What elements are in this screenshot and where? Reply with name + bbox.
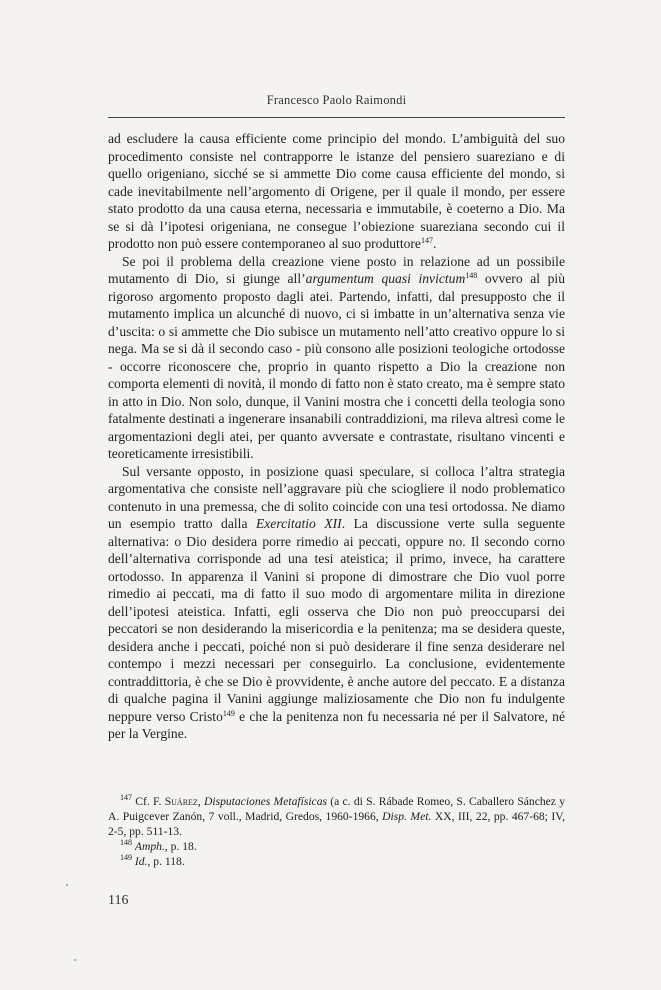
paragraph-2-text-a: Se poi il problema della creazione viene posto in relazione ad un possibile mutamento di Dio, si giunge all’: [108, 253, 565, 286]
paragraph-3: [108, 463, 565, 743]
footnote-number: 148: [120, 838, 132, 847]
footnote-source: Id.: [134, 855, 148, 868]
footnote-text: XX, III, 22, pp. 467-68; IV, 2-5, pp. 511-13.: [108, 810, 566, 838]
scan-speck: [66, 884, 68, 886]
footnote-147: [108, 794, 565, 839]
paragraph-3-text-a: Sul versante opposto, in posizione quasi speculare, si colloca l’altra strategia argomentativa che consiste nell’aggravare più che sciogliere il nodo problematico contenuto in una premessa, che di solito coincide con una tesi ortodossa. Ne diamo un esempio tratto dalla: [108, 463, 565, 531]
scan-speck: [74, 959, 76, 961]
page-number: 116: [108, 893, 129, 908]
footnote-text: ,: [197, 795, 204, 808]
footnote-ref-147: 147: [420, 236, 433, 245]
paragraph-1: [108, 130, 565, 253]
body-text: [108, 130, 565, 743]
paragraph-3-italic: Exercitatio XII: [255, 516, 342, 531]
footnotes: [108, 794, 565, 869]
footnote-number: 147: [120, 793, 132, 802]
paragraph-2-italic: argumentum quasi invictum: [305, 271, 466, 286]
paragraph-3-text-c: e che la penitenza non fu necessaria né per il Salvatore, né per la Vergine.: [108, 708, 565, 741]
footnote-text: , p. 18.: [164, 840, 197, 853]
footnote-author: Suárez: [164, 795, 198, 808]
footnote-source: Amph.: [134, 840, 165, 853]
footnote-149: [108, 854, 565, 869]
paragraph-2: [108, 253, 565, 463]
footnote-ref-148: 148: [465, 271, 478, 280]
footnote-148: [108, 839, 565, 854]
footnote-number: 149: [120, 853, 132, 862]
running-header: Francesco Paolo Raimondi: [266, 93, 407, 107]
header-rule: [108, 117, 565, 118]
footnote-title: Disputaciones Metafísicas: [203, 795, 328, 808]
footnote-text: Cf. F.: [132, 795, 165, 808]
paragraph-1-text: ad escludere la causa efficiente come principio del mondo. L’ambiguità del suo procedimento consiste nel contrapporre le istanze del pensiero suareziano e di quello origeniano, sicché se si ammette Dio come causa efficiente del mondo, si cade inevitabilmente nell’argomento di Origene, per il quale il mondo, per essere stato prodotto da una causa eterna, necessaria e immutabile, è coeterno a Dio. Ma se si dà l’ipotesi origeniana, ne consegue l’obiezione suareziana secondo cui il prodotto non può essere contemporaneo al suo produttore: [108, 131, 565, 251]
paragraph-3-text-b: . La discussione verte sulla seguente alternativa: o Dio desidera porre rimedio ai peccati, oppure no. Il secondo corno dell’alternativa corrisponde ad una tesi ateistica; il primo, invece, ha carattere ortodosso. In apparenza il Vanini si propone di dimostrare che Dio vuol porre rimedio ai peccati, ma di fatto il suo modo di argomentare milita in direzione dell’ipotesi ateistica. Infatti, egli osserva che Dio non può preoccuparsi dei peccatori se non desiderando la misericordia e la penitenza; ma se desidera queste, desidera anche i peccati, poiché non si può desiderare il fine senza desiderare nel contempo i mezzi necessari per conseguirlo. La conclusione, evidentemente contraddittoria, è che se Dio è provvidente, è anche autore del peccato. E a distanza di qualche pagina il Vanini aggiunge maliziosamente che Dio non fu indulgente neppure verso Cristo: [108, 516, 565, 724]
footnote-text: , p. 118.: [147, 855, 185, 868]
paragraph-2-text-b: ovvero al più rigoroso argomento proposto dagli atei. Partendo, infatti, dal presupposto che il mutamento implica un alcunché di nuovo, ci si imbatte in un’alternativa senza vie d’uscita: o si ammette che Dio subisce un mutamento nell’atto creativo oppure lo si nega. Ma se si dà il secondo caso - più consono alle posizioni teologiche ortodosse - occorre riconoscere che, proprio in quanto rispetto a Dio la creazione non comporta elementi di novità, il mondo di fatto non è stato creato, ma è sempre stato in atto in Dio. Non solo, dunque, il Vanini mostra che i concetti della teologia sono fatalmente destinati a ingenerare insanabili contraddizioni, ma rileva altresì come le argomentazioni degli atei, per quanto avversate e contrastate, risultano vincenti e teoreticamente irresistibili.: [108, 271, 565, 461]
footnote-text: (a c. di S. Rábade Romeo, S. Caballero Sánchez y A. Puigcever Zanón, 7 voll., Madrid, Gredos, 1960-1966,: [108, 795, 565, 823]
footnote-ref-149: 149: [222, 708, 235, 718]
paragraph-1-end: .: [432, 236, 437, 251]
footnote-abbr: Disp. Met.: [382, 810, 432, 823]
